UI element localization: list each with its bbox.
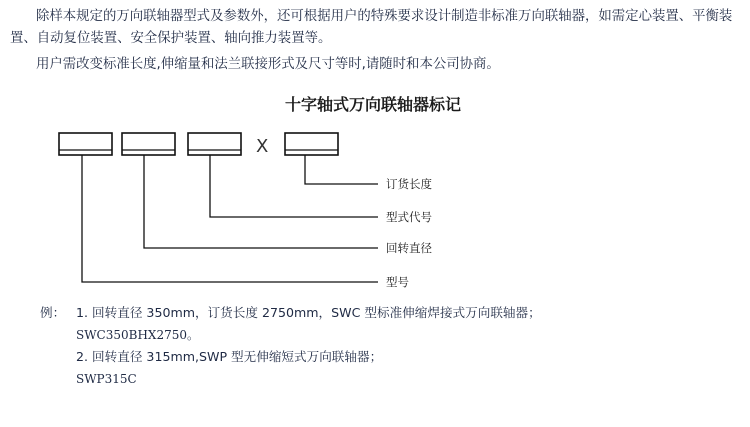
example-prefix: 例： — [40, 305, 66, 320]
example-2 — [40, 346, 740, 368]
multiply-sign: X — [256, 136, 269, 157]
example-1-text — [76, 302, 541, 324]
leader-model — [82, 155, 378, 282]
type-code-box — [188, 133, 241, 155]
example-2-code: SWP315C — [76, 372, 137, 386]
diameter-box — [122, 133, 175, 155]
example-2-number: 2. — [76, 349, 89, 364]
example-1-code-row — [40, 324, 740, 346]
example-2-code-row — [40, 368, 740, 390]
example-1 — [40, 302, 740, 324]
label-order-length: 订货长度 — [386, 177, 432, 191]
intro-paragraph-2: 用户需改变标准长度,伸缩量和法兰联接形式及尺寸等时,请随时和本公司协商。 — [36, 57, 500, 72]
label-model: 型号 — [386, 275, 409, 289]
label-rotation-diameter: 回转直径 — [386, 241, 432, 255]
example-2-description: 回转直径 315mm,SWP 型无伸缩短式万向联轴器； — [92, 349, 383, 364]
label-type-code: 型式代号 — [386, 210, 432, 224]
examples — [40, 302, 740, 390]
leader-type-code — [210, 155, 378, 217]
model-box — [59, 133, 112, 155]
example-1-number: 1. — [76, 305, 89, 320]
example-2-text — [76, 346, 382, 368]
leader-diameter — [144, 155, 378, 248]
diagram-title: 十字轴式万向联轴器标记 — [284, 95, 461, 114]
example-1-code: SWC350BHX2750。 — [76, 328, 200, 342]
intro-paragraph-1: 除样本规定的万向联轴器型式及参数外，还可根据用户的特殊要求设计制造非标准万向联轴器，如需定心装置、平衡装置、自动复位装置、安全保护装置、轴向推力装置等。 — [10, 9, 733, 46]
leader-length — [305, 155, 378, 184]
example-1-description: 回转直径 350mm，订货长度 2750mm，SWC 型标准伸缩焊接式万向联轴器； — [92, 305, 541, 320]
length-box — [285, 133, 338, 155]
